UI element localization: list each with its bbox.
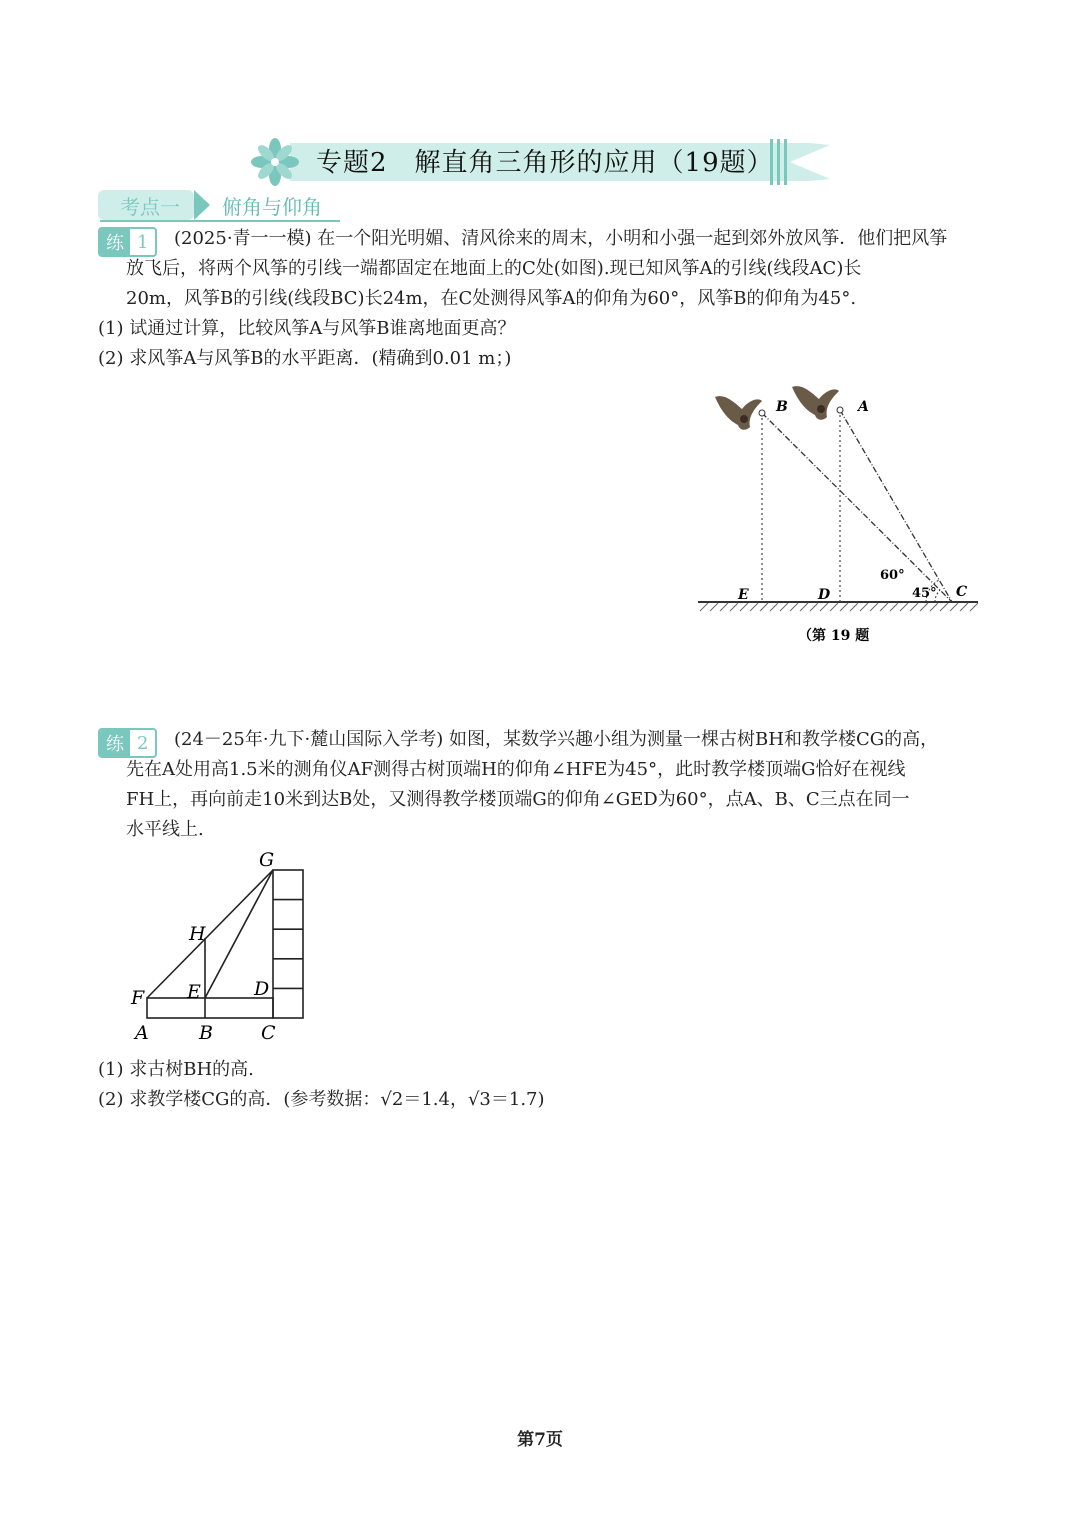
- label-g: G: [259, 849, 275, 871]
- q1-tag-label: 练: [100, 229, 130, 255]
- page-number: 第7页: [517, 1430, 563, 1450]
- label-h: H: [189, 923, 206, 945]
- label-b: B: [776, 399, 788, 415]
- angle-60-label: 60°: [880, 568, 905, 583]
- q1-tag-num: 1: [137, 231, 149, 253]
- q2-tag-num: 2: [137, 732, 149, 754]
- figure-caption: （第 19 题: [798, 628, 870, 644]
- ground-band: [147, 998, 273, 1018]
- q2-line-2: 先在A处用高1.5米的测角仪AF测得古树顶端H的仰角∠HFE为45°，此时教学楼顶端G恰好在视线: [126, 759, 906, 780]
- point-a: [837, 407, 843, 413]
- q2-line-1: (24－25年·九下·麓山国际入学考) 如图，某数学兴趣小组为测量一棵古树BH和教学楼CG的高，: [174, 729, 939, 750]
- label-f: F: [131, 987, 145, 1009]
- q1-tag: [98, 227, 157, 257]
- q2-tag-label: 练: [100, 730, 130, 756]
- label-d: D: [818, 587, 831, 603]
- q1-line-2: 放飞后，将两个风筝的引线一端都固定在地面上的C处(如图).现已知风筝A的引线(线段AC)长: [126, 258, 862, 279]
- label-c2: C: [261, 1022, 276, 1044]
- label-e: E: [738, 587, 749, 603]
- q2-part-1: (1) 求古树BH的高.: [98, 1059, 254, 1080]
- page-title: 专题2 解直角三角形的应用（19题）: [316, 148, 774, 178]
- angle-45-label: 45°: [912, 586, 937, 601]
- building: [273, 870, 303, 1018]
- label-d2: D: [254, 978, 270, 1000]
- q2-line-4: 水平线上.: [126, 819, 204, 840]
- q2-line-3: FH上，再向前走10米到达B处，又测得教学楼顶端G的仰角∠GED为60°，点A、B、C三点在同一: [126, 789, 910, 810]
- kite-figure: [690, 375, 990, 650]
- q1-line-3: 20m，风筝B的引线(线段BC)长24m，在C处测得风筝A的仰角为60°，风筝B的仰角为45°.: [126, 288, 857, 309]
- q1-line-1: (2025·青一一模) 在一个阳光明媚、清风徐来的周末，小明和小强一起到郊外放风筝．他们把风筝: [174, 228, 948, 249]
- kite-b-string: [762, 413, 952, 602]
- kaodian-label: 考点一: [120, 195, 180, 219]
- kaodian-underline: [100, 220, 340, 222]
- kite-b-bird-icon: [715, 396, 762, 430]
- label-a: A: [858, 399, 869, 415]
- q1-part-1: (1) 试通过计算，比较风筝A与风筝B谁离地面更高？: [98, 318, 516, 339]
- q2-part-2: (2) 求教学楼CG的高．(参考数据：√2＝1.4，√3＝1.7): [98, 1089, 545, 1110]
- label-b2: B: [199, 1022, 213, 1044]
- building-figure: [125, 848, 325, 1048]
- q2-tag: [98, 728, 157, 758]
- kaodian-title: 俯角与仰角: [222, 195, 322, 219]
- kite-a-bird-icon: [792, 386, 839, 420]
- label-e2: E: [187, 981, 201, 1003]
- q1-part-2: (2) 求风筝A与风筝B的水平距离．(精确到0.01 m；): [98, 348, 512, 369]
- label-c: C: [956, 584, 968, 600]
- point-b: [759, 410, 765, 416]
- label-a2: A: [135, 1022, 149, 1044]
